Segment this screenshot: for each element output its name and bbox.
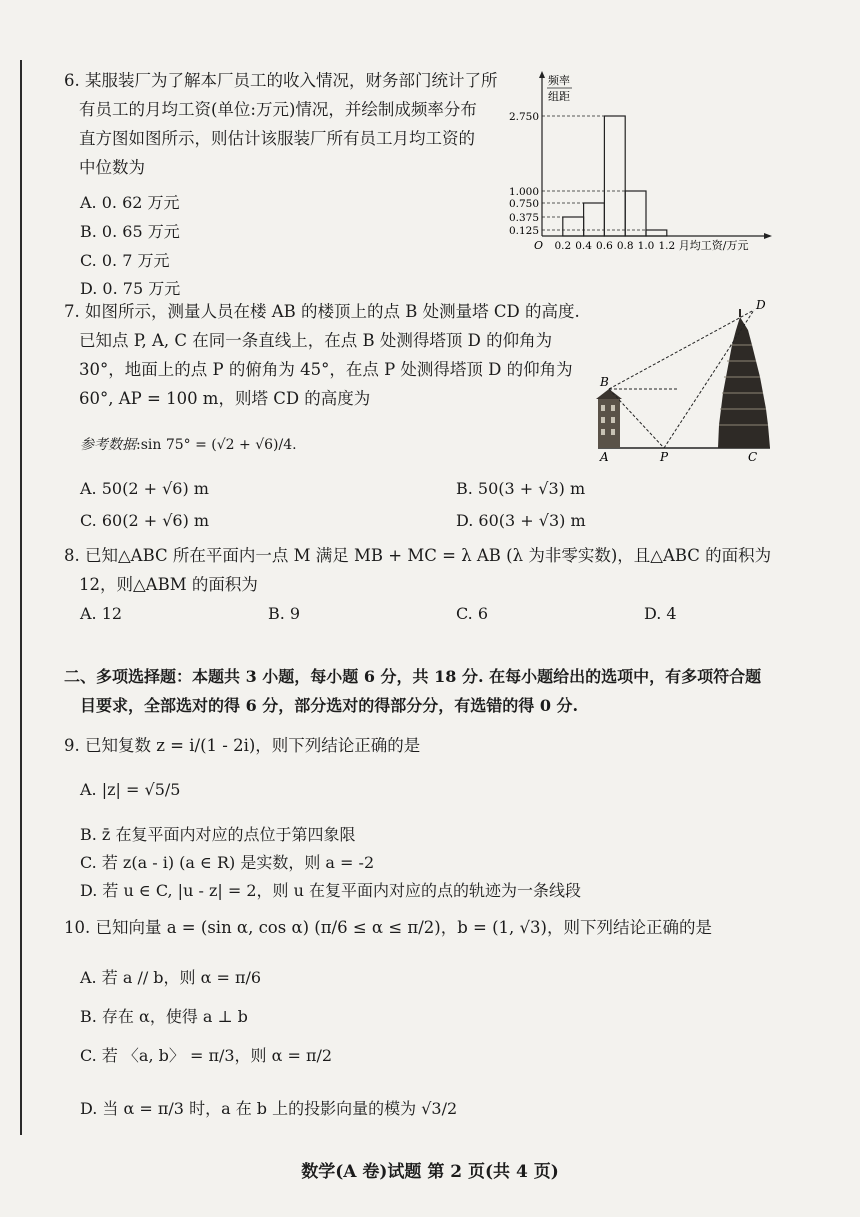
label-c: C <box>748 450 758 464</box>
q10-option-c: C. 若 〈a, b〉 = π/3，则 α = π/2 <box>80 1046 333 1065</box>
y-axis-label-bottom: 组距 <box>548 90 570 103</box>
q6-option-a: A. 0. 62 万元 <box>80 193 180 212</box>
section-2-line: 目要求，全部选对的得 6 分，部分选对的得部分分，有选错的得 0 分. <box>80 696 579 715</box>
q7-option-b: B. 50(3 + √3) m <box>456 479 586 498</box>
origin-label: O <box>534 239 544 252</box>
label-d: D <box>756 298 766 312</box>
q7-line: 7. 如图所示，测量人员在楼 AB 的楼顶上的点 B 处测量塔 CD 的高度. <box>64 302 580 321</box>
q7-reference-formula: :sin 75° = (√2 + √6)/4. <box>136 437 297 453</box>
q8-stem <box>64 541 804 599</box>
q9-option-b: B. z̄ 在复平面内对应的点位于第四象限 <box>80 825 356 844</box>
q6-option-b: B. 0. 65 万元 <box>80 222 180 241</box>
x-tick-label: 0.6 <box>596 240 613 252</box>
label-p: P <box>660 450 669 464</box>
q9-option-a: A. |z| = √5/5 <box>80 780 181 799</box>
q7-line: 60°, AP = 100 m，则塔 CD 的高度为 <box>79 389 371 408</box>
q10-option-d: D. 当 α = π/3 时，a 在 b 上的投影向量的模为 √3/2 <box>80 1099 458 1118</box>
q7-stem <box>64 297 604 413</box>
y-tick-label: 0.125 <box>508 225 539 237</box>
q8-line: 8. 已知△ABC 所在平面内一点 M 满足 MB + MC = λ AB (λ 为非零实数)，且△ABC 的面积为 <box>64 546 772 565</box>
x-axis-arrow <box>764 233 772 239</box>
x-tick-label: 1.0 <box>637 240 655 252</box>
y-axis-arrow <box>539 71 545 78</box>
q7-line: 已知点 P, A, C 在同一条直线上，在点 B 处测得塔顶 D 的仰角为 <box>79 331 553 350</box>
label-a: A <box>600 450 609 464</box>
q6-stem <box>64 66 504 182</box>
q6-option-d: D. 0. 75 万元 <box>80 279 181 298</box>
q7-line: 30°，地面上的点 P 的俯角为 45°，在点 P 处测得塔顶 D 的仰角为 <box>79 360 573 379</box>
q9-option-c: C. 若 z(a - i) (a ∈ R) 是实数，则 a = -2 <box>80 853 375 872</box>
x-tick-label: 0.8 <box>616 240 634 252</box>
q10-option-b: B. 存在 α，使得 a ⊥ b <box>80 1007 248 1026</box>
q9-option-d: D. 若 u ∈ C, |u - z| = 2，则 u 在复平面内对应的点的轨迹为一条线段 <box>80 881 582 900</box>
section-2-heading <box>64 662 784 720</box>
y-tick-label: 2.750 <box>508 111 539 123</box>
histogram-bar <box>563 217 584 236</box>
q7-reference <box>80 429 297 460</box>
q8-line: 12，则△ABM 的面积为 <box>79 575 258 594</box>
section-2-line: 二、多项选择题：本题共 3 小题，每小题 6 分，共 18 分. 在每小题给出的选项中，有多项符合题 <box>64 667 762 686</box>
q8-option-b: B. 9 <box>268 604 301 623</box>
q7-reference-label: 参考数据 <box>80 437 136 453</box>
histogram-bar <box>646 230 667 236</box>
x-tick-label: 0.2 <box>554 240 572 252</box>
y-tick-label: 0.750 <box>508 198 539 210</box>
building-ab <box>596 389 622 448</box>
q7-option-d: D. 60(3 + √3) m <box>456 511 586 530</box>
x-axis-label: 月均工资/万元 <box>678 239 749 252</box>
q6-line: 6. 某服装厂为了解本厂员工的收入情况，财务部门统计了所 <box>64 71 498 90</box>
q6-line: 有员工的月均工资(单位:万元)情况，并绘制成频率分布 <box>79 100 477 119</box>
q6-line: 中位数为 <box>79 158 145 177</box>
q7-option-c: C. 60(2 + √6) m <box>80 511 210 530</box>
q9-stem: 9. 已知复数 z = i/(1 - 2i)，则下列结论正确的是 <box>64 736 421 755</box>
label-b: B <box>600 375 609 389</box>
tower-figure <box>590 295 780 465</box>
x-tick-label: 0.4 <box>575 240 592 252</box>
histogram-bar <box>604 116 625 236</box>
histogram-bar <box>584 203 605 236</box>
x-tick-label: 1.2 <box>658 240 676 252</box>
q10-option-a: A. 若 a // b，则 α = π/6 <box>80 968 262 987</box>
histogram-bar <box>625 191 646 236</box>
y-tick-label: 1.000 <box>508 186 539 198</box>
q6-option-c: C. 0. 7 万元 <box>80 251 170 270</box>
q8-option-c: C. 6 <box>456 604 489 623</box>
margin-rule <box>20 60 22 1135</box>
y-axis-label-top: 频率 <box>548 74 570 87</box>
q8-option-d: D. 4 <box>644 604 677 623</box>
tower-cd <box>718 309 770 448</box>
frequency-histogram <box>500 66 800 256</box>
q7-option-a: A. 50(2 + √6) m <box>80 479 209 498</box>
q8-option-a: A. 12 <box>80 604 123 623</box>
q10-stem: 10. 已知向量 a = (sin α, cos α) (π/6 ≤ α ≤ π/2)，b = (1, √3)，则下列结论正确的是 <box>64 918 712 937</box>
page-footer: 数学(A 卷)试题 第 2 页(共 4 页) <box>301 1162 559 1182</box>
y-tick-label: 0.375 <box>508 212 539 224</box>
q6-line: 直方图如图所示，则估计该服装厂所有员工月均工资的 <box>79 129 475 148</box>
